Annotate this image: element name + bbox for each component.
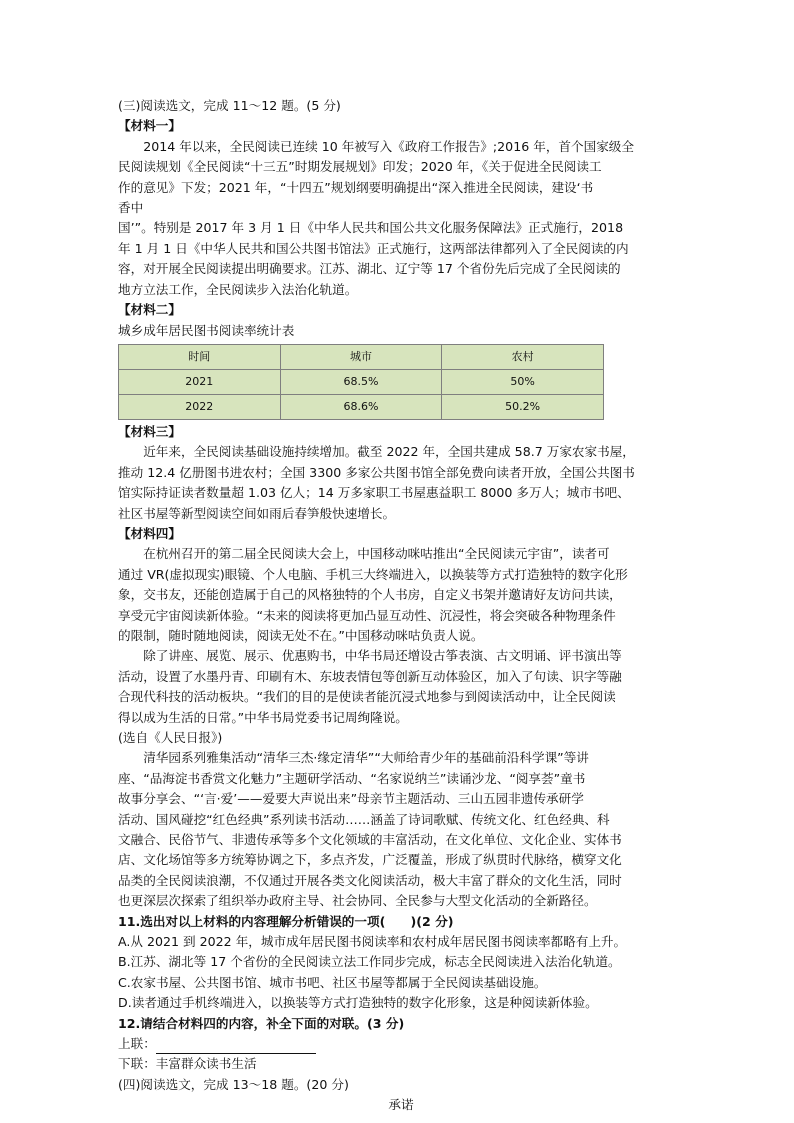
material4-label: 【材料四】 xyxy=(118,525,181,541)
section4-header: (四)阅读选文，完成 13～18 题。(20 分) xyxy=(118,1076,349,1092)
m1-line: 容，对开展全民阅读提出明确要求。江苏、湖北、辽宁等 17 个省份先后完成了全民阅读的 xyxy=(118,261,621,277)
m4-p2-line: 合现代科技的活动板块。“我们的目的是使读者能沉浸式地参与到阅读活动中，让全民阅读 xyxy=(118,689,616,705)
table-header-row xyxy=(119,344,604,369)
material2-label: 【材料二】 xyxy=(118,302,181,318)
q11-option-a[interactable]: A.从 2021 到 2022 年，城市成年居民图书阅读率和农村成年居民图书阅读率都略有上升。 xyxy=(118,934,627,950)
m3-line: 近年来，全民阅读基础设施持续增加。截至 2022 年，全国共建成 58.7 万家农家书屋， xyxy=(143,444,635,460)
m4-p1-line: 在杭州召开的第二届全民阅读大会上，中国移动咪咕推出“全民阅读元宇宙”，读者可 xyxy=(143,546,610,562)
table-cell: 50.2% xyxy=(442,394,604,419)
table-cell: 68.5% xyxy=(280,369,442,394)
couplet-upper xyxy=(118,1034,684,1054)
m4-p3-line: 文融合、民俗节气、非遗传承等多个文化领域的丰富活动，在文化单位、文化企业、实体书 xyxy=(118,832,622,847)
document-page xyxy=(118,96,684,1116)
m4-p1-line: 享受元宇宙阅读新体验。“未来的阅读将更加凸显互动性、沉浸性，将会突破各种物理条件 xyxy=(118,607,616,623)
couplet-lower: 下联：丰富群众读书生活 xyxy=(118,1056,257,1072)
question-12: 12.请结合材料四的内容，补全下面的对联。(3 分) xyxy=(118,1015,405,1031)
table-title: 城乡成年居民图书阅读率统计表 xyxy=(118,323,295,339)
m4-p3-line: 也更深层次探索了组织举办政府主导、社会协同、全民参与大型文化活动的全新路径。 xyxy=(118,893,597,909)
m1-line: 2014 年以来，全民阅读已连续 10 年被写入《政府工作报告》;2016 年，首个国家级全 xyxy=(143,138,634,154)
couplet-upper-label: 上联： xyxy=(118,1036,156,1052)
reading-rate-table xyxy=(118,344,604,420)
material1-label: 【材料一】 xyxy=(118,118,181,134)
m3-line: 馆实际持证读者数量超 1.03 亿人；14 万多家职工书屋惠益职工 8000 多万人；城市书吧、 xyxy=(118,485,630,501)
m4-p3-line: 故事分享会、“‘言·爱’——爱要大声说出来”母亲节主题活动、三山五园非遗传承研学 xyxy=(118,791,584,807)
section3-header: (三)阅读选文，完成 11～12 题。(5 分) xyxy=(118,98,341,113)
table-row xyxy=(119,369,604,394)
material3-label: 【材料三】 xyxy=(118,423,181,439)
table-row xyxy=(119,394,604,419)
table-cell: 2021 xyxy=(119,369,281,394)
m1-line: 年 1 月 1 日《中华人民共和国公共图书馆法》正式施行，这两部法律都列入了全民阅读的内 xyxy=(118,240,629,256)
m4-p1-line: 通过 VR(虚拟现实)眼镜、个人电脑、手机三大终端进入，以换装等方式打造独特的数字化形 xyxy=(118,566,628,582)
m4-p1-line: 象，交书友，还能创造属于自己的风格独特的个人书房，自定义书架并邀请好友访问共读， xyxy=(118,587,622,603)
q11-option-b[interactable]: B.江苏、湖北等 17 个省份的全民阅读立法工作同步完成，标志全民阅读进入法治化轨道。 xyxy=(118,954,621,970)
m1-line: 民阅读规划《全民阅读“十三五”时期发展规划》印发；2020 年，《关于促进全民阅读工 xyxy=(118,159,602,175)
m1-line: 国’”。特别是 2017 年 3 月 1 日《中华人民共和国公共文化服务保障法》正式施行，2018 xyxy=(118,220,624,236)
m4-source: (选自《人民日报》) xyxy=(118,729,223,745)
next-article-title: 承诺 xyxy=(388,1097,414,1113)
m4-p3-line: 品类的全民阅读浪潮，不仅通过开展各类文化阅读活动，极大丰富了群众的文化生活，同时 xyxy=(118,872,622,888)
m4-p2-line: 得以成为生活的日常。”中华书局党委书记周绚隆说。 xyxy=(118,709,408,725)
table-header-cell: 时间 xyxy=(119,344,281,369)
q11-option-c[interactable]: C.农家书屋、公共图书馆、城市书吧、社区书屋等都属于全民阅读基础设施。 xyxy=(118,974,547,990)
q11-option-d[interactable]: D.读者通过手机终端进入，以换装等方式打造独特的数字化形象，这是种阅读新体验。 xyxy=(118,995,598,1011)
table-cell: 50% xyxy=(442,369,604,394)
table-header-cell: 城市 xyxy=(280,344,442,369)
m4-p3-line: 活动、国风碰挖“红色经典”系列读书活动……涵盖了诗词歌赋、传统文化、红色经典、科 xyxy=(118,811,610,827)
m4-p2-line: 活动，设置了水墨丹青、印刷有木、东坡表情包等创新互动体验区，加入了句读、识字等融 xyxy=(118,668,622,684)
table-header-cell: 农村 xyxy=(442,344,604,369)
m1-line: 香中 xyxy=(118,200,144,216)
m3-line: 社区书屋等新型阅读空间如雨后春笋般快速增长。 xyxy=(118,505,396,521)
table-cell: 2022 xyxy=(119,394,281,419)
m4-p3-line: 座、“品海淀书香赏文化魅力”主题研学活动、“名家说纳兰”读诵沙龙、“阅享荟”童书 xyxy=(118,770,586,786)
m4-p3-line: 店、文化场馆等多方统筹协调之下，多点齐发，广泛覆盖，形成了纵贯时代脉络，横穿文化 xyxy=(118,852,622,868)
question-11: 11.选出对以上材料的内容理解分析错误的一项( )(2 分) xyxy=(118,913,454,929)
m4-p2-line: 除了讲座、展览、展示、优惠购书，中华书局还增设古筝表演、古文明诵、评书演出等 xyxy=(143,648,622,664)
m1-line: 作的意见》下发；2021 年，“十四五”规划纲要明确提出“深入推进全民阅读，建设‘书 xyxy=(118,179,594,195)
m4-p1-line: 的限制，随时随地阅读，阅读无处不在。”中国移动咪咕负责人说。 xyxy=(118,627,484,643)
table-cell: 68.6% xyxy=(280,394,442,419)
m3-line: 推动 12.4 亿册图书进农村；全国 3300 多家公共图书馆全部免费向读者开放，全国公共图书 xyxy=(118,464,635,480)
couplet-upper-blank[interactable] xyxy=(156,1039,316,1054)
m4-p3-line: 清华园系列雅集活动“清华三杰·缘定清华”“大师给青少年的基础前沿科学课”等讲 xyxy=(143,750,589,766)
m1-line: 地方立法工作，全民阅读步入法治化轨道。 xyxy=(118,281,358,297)
